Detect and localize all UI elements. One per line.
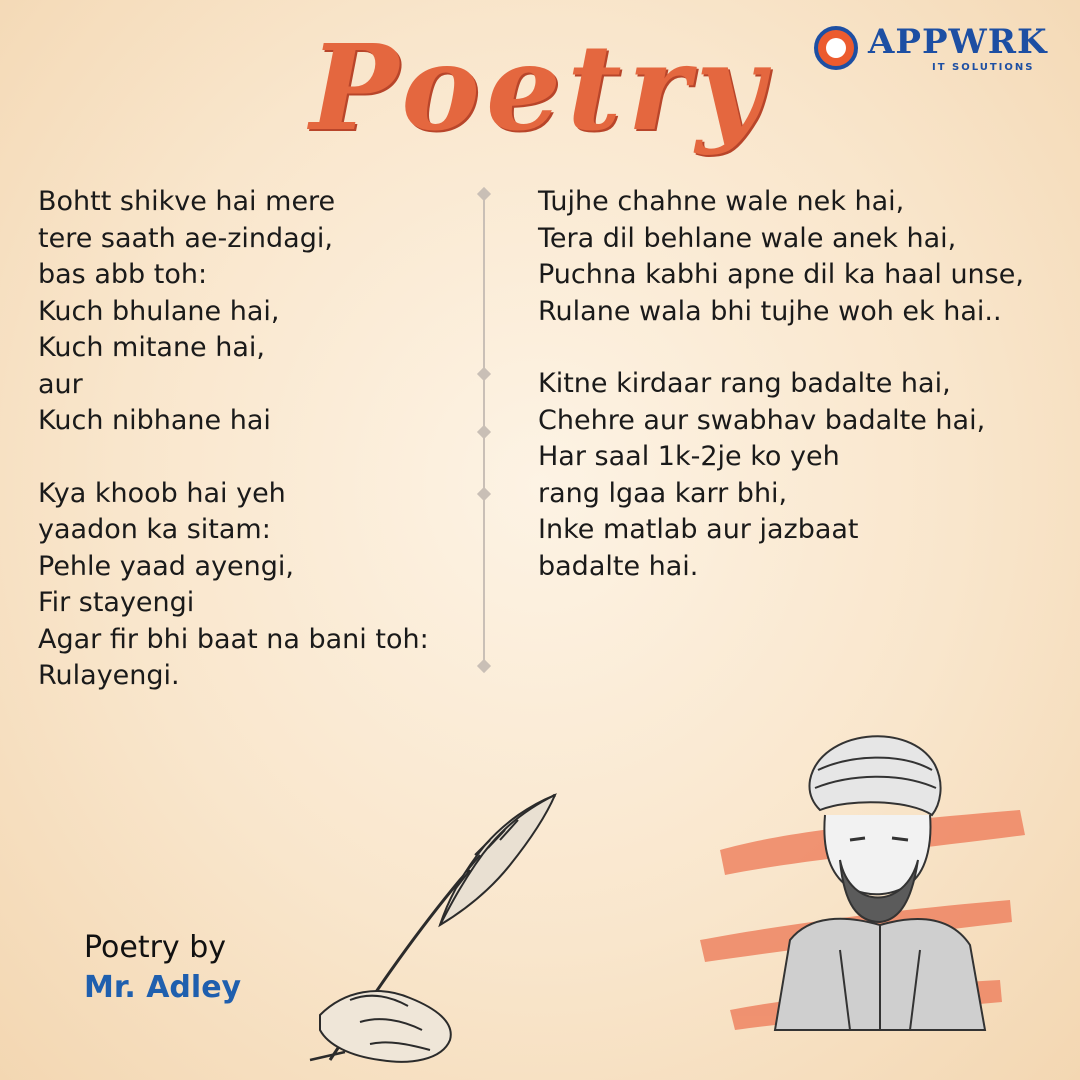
divider-ornament-icon — [476, 366, 492, 382]
credit-label: Poetry by — [84, 930, 227, 965]
divider-ornament-icon — [476, 186, 492, 202]
poem-line: tere saath ae-zindagi, — [38, 222, 333, 254]
poem-stanza — [538, 184, 1068, 330]
logo-subtitle: IT SOLUTIONS — [932, 62, 1035, 73]
quill-hand-icon — [290, 760, 590, 1080]
poem-line: Chehre aur swabhav badalte hai, — [538, 404, 986, 436]
poem-left-column — [38, 184, 478, 731]
poem-line: Puchna kabhi apne dil ka haal unse, — [538, 259, 1024, 290]
poem-line: bas abb toh: — [38, 259, 208, 290]
poem-line: Kitne kirdaar rang badalte hai, — [538, 368, 951, 399]
poem-line: Inke matlab aur jazbaat — [538, 514, 859, 545]
poem-line: Fir stayengi — [38, 587, 195, 618]
poem-line: aur — [38, 368, 83, 400]
divider-ornament-icon — [476, 486, 492, 502]
poem-stanza — [38, 184, 478, 440]
page-title: Poetry — [309, 18, 771, 157]
poem-right-column — [538, 184, 1068, 621]
poem-line: Kuch nibhane hai — [38, 405, 271, 436]
poem-line: rang lgaa karr bhi, — [538, 477, 788, 509]
poem-line: Tujhe chahne wale nek hai, — [538, 186, 905, 217]
poem-stanza — [38, 476, 478, 695]
poem-line: badalte hai. — [538, 550, 699, 582]
divider-ornament-icon — [476, 424, 492, 440]
poem-line: Kuch bhulane hai, — [38, 295, 280, 327]
poem-line: Bohtt shikve hai mere — [38, 186, 336, 217]
poem-stanza — [538, 366, 1068, 585]
poetry-credit — [84, 928, 241, 1008]
poem-line: Rulane wala bhi tujhe woh ek hai.. — [538, 295, 1002, 327]
poem-line: Pehle yaad ayengi, — [38, 550, 294, 582]
logo-mark-icon — [814, 26, 858, 70]
brand-logo — [814, 22, 1054, 78]
poem-line: Agar fir bhi baat na bani toh: — [38, 623, 429, 655]
author-name: Mr. Adley — [84, 970, 242, 1005]
poem-line: yaadon ka sitam: — [38, 514, 271, 545]
poem-line: Tera dil behlane wale anek hai, — [538, 222, 957, 254]
divider-ornament-icon — [476, 658, 492, 674]
portrait-illustration — [700, 710, 1030, 1040]
logo-name: APPWRK — [868, 22, 1048, 62]
poem-line: Rulayengi. — [38, 660, 180, 691]
poem-line: Har saal 1k-2je ko yeh — [538, 441, 840, 472]
logo-mark-center — [826, 38, 846, 58]
poem-line: Kuch mitane hai, — [38, 332, 265, 363]
poem-line: Kya khoob hai yeh — [38, 477, 286, 509]
